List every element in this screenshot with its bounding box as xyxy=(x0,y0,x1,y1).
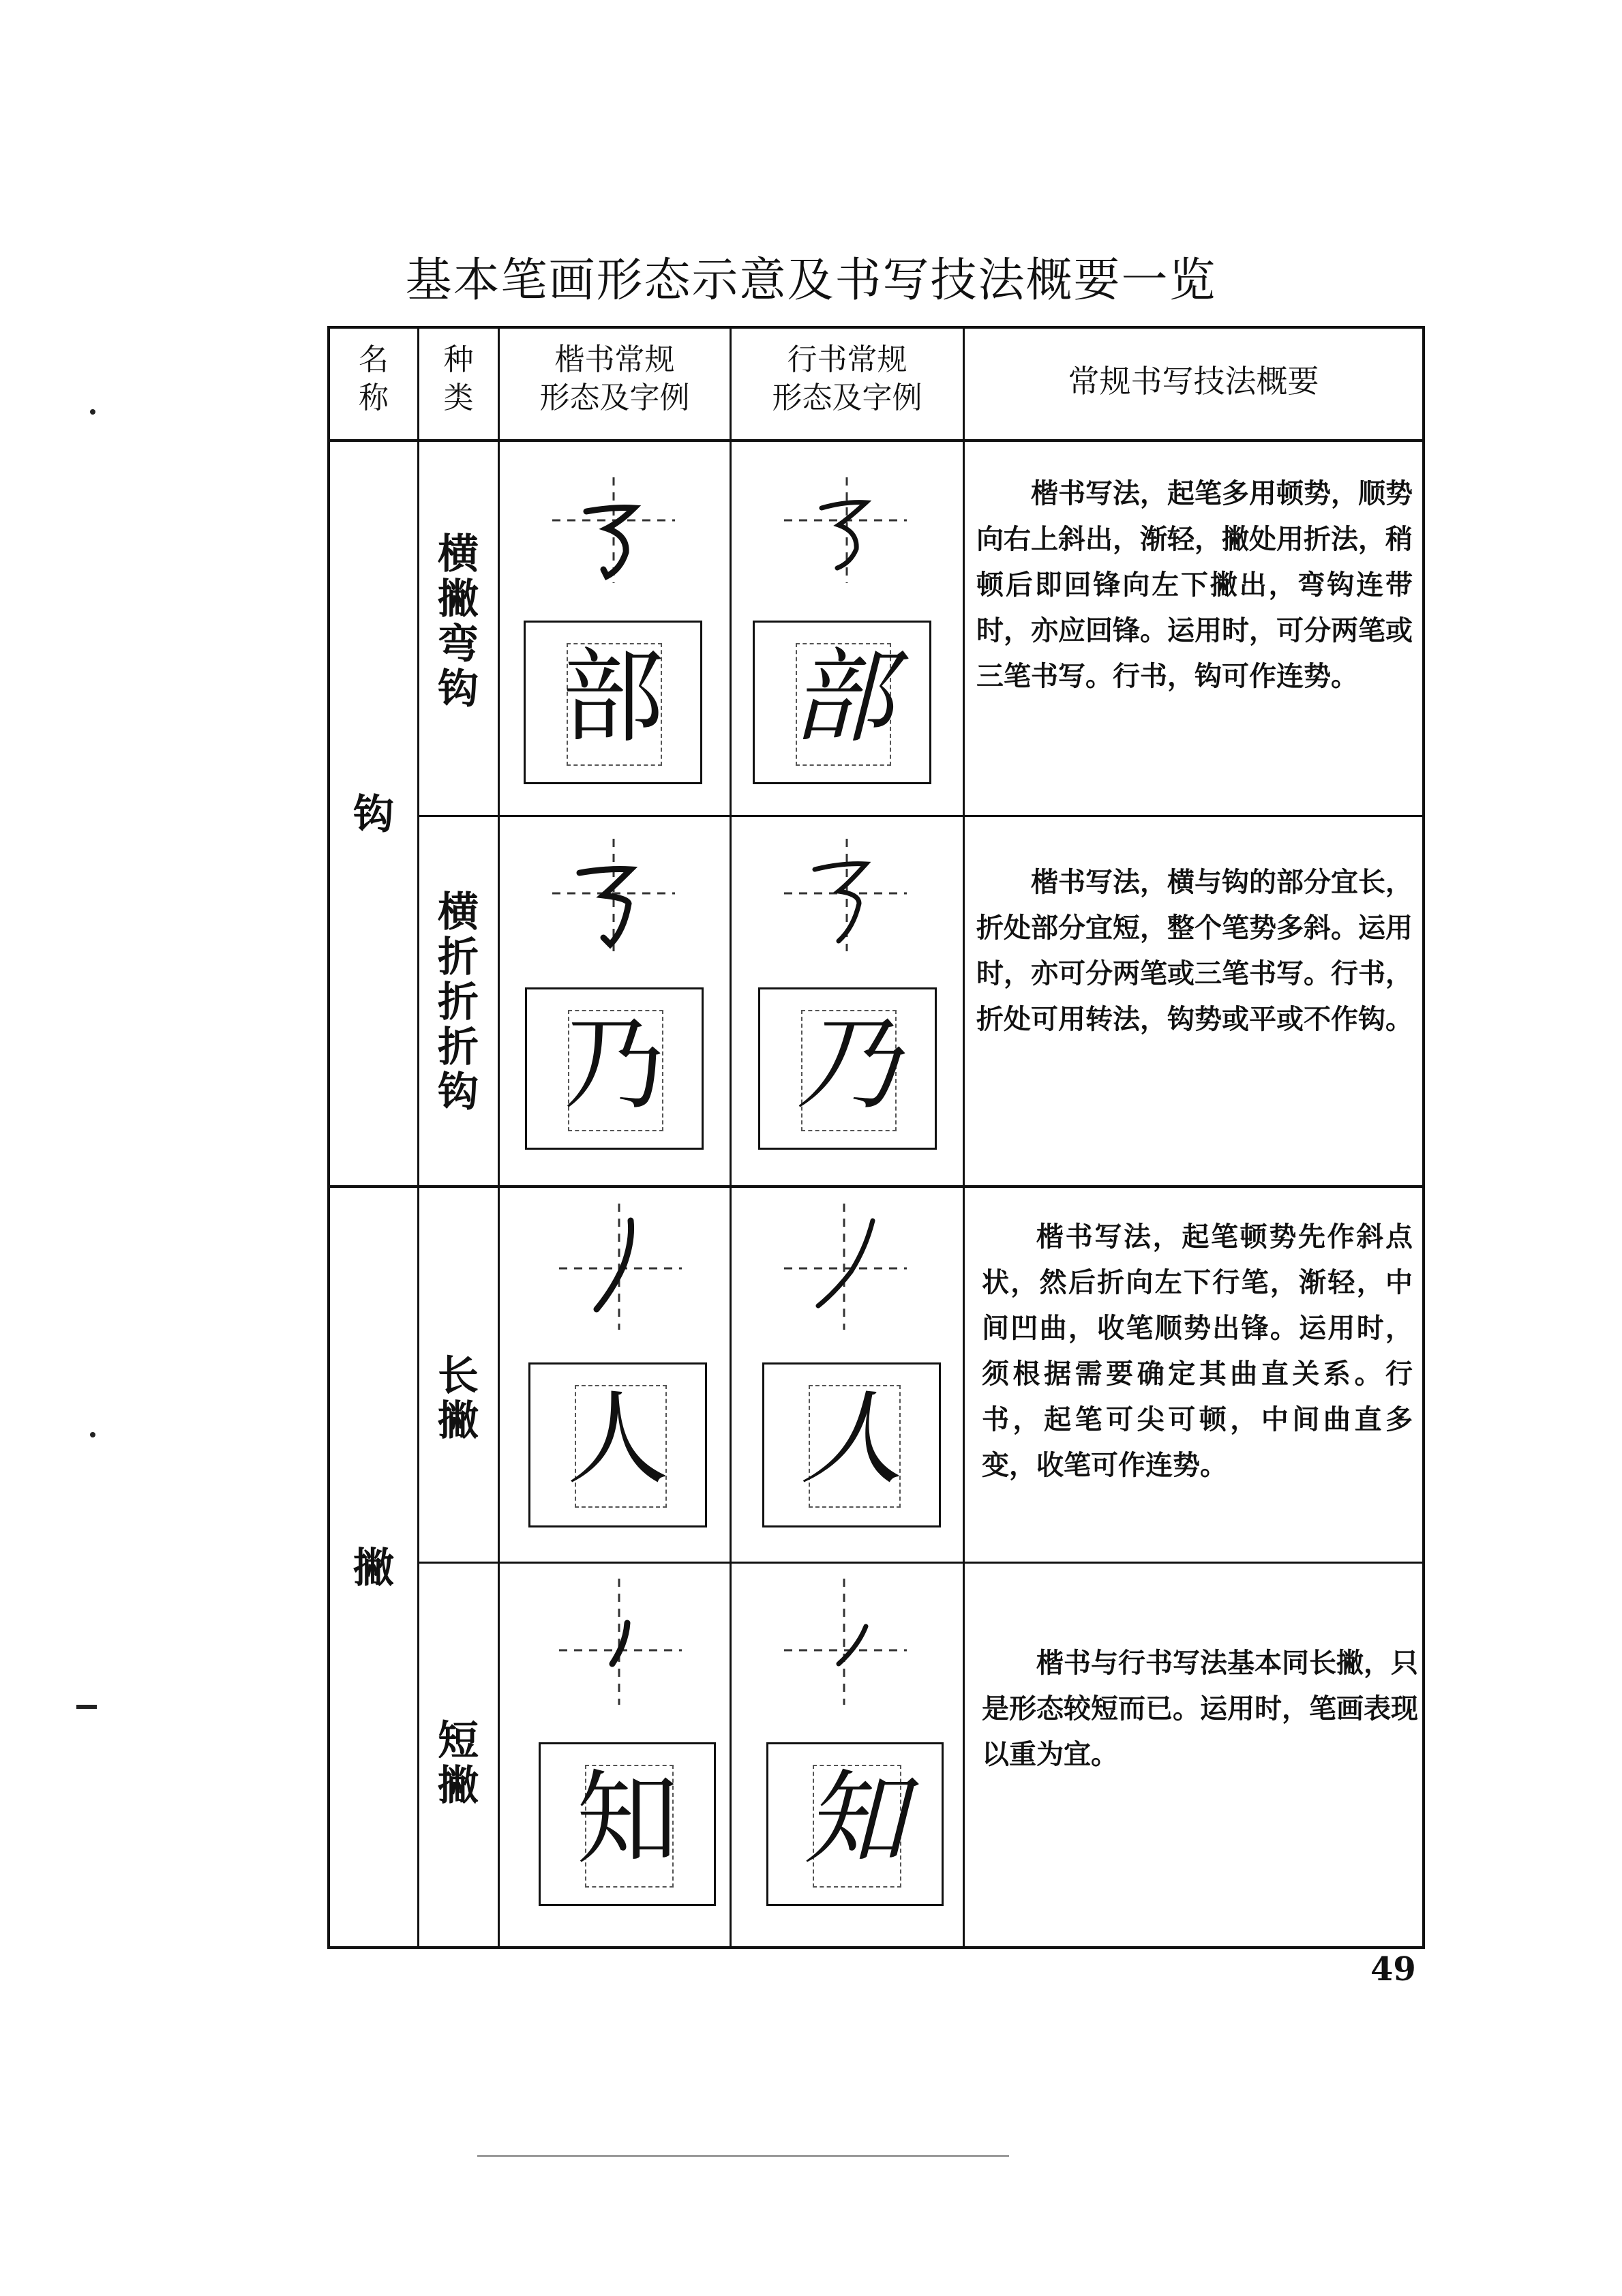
kind-label: 长撇 xyxy=(438,1352,479,1445)
kind-label: 短撇 xyxy=(438,1717,479,1810)
char-example-xingshu: 部 xyxy=(753,621,931,784)
kind-label: 横折折折钩 xyxy=(438,889,479,1116)
char-example-xingshu: 乃 xyxy=(758,987,937,1150)
header-technique: 常规书写技法概要 xyxy=(1068,363,1319,400)
scan-mark xyxy=(477,2155,1009,2157)
char-example-xingshu: 人 xyxy=(762,1362,941,1527)
stroke-diagram-xingshu xyxy=(770,1575,920,1712)
technique-description: 楷书写法，起笔顿势先作斜点状，然后折向左下行笔，渐轻，中间凹曲，收笔顺势出锋。运用时，须根据需要确定其曲直关系。行书，起笔可尖可顿，中间曲直多变，收笔可作连势。 xyxy=(982,1221,1413,1481)
scan-mark xyxy=(76,1705,97,1709)
scan-mark xyxy=(90,409,95,415)
stroke-diagram-kaishu xyxy=(539,474,689,590)
char-example-kaishu: 知 xyxy=(539,1742,716,1906)
technique-description: 楷书与行书写法基本同长撇，只是形态较短而已。运用时，笔画表现以重为宜。 xyxy=(982,1647,1418,1770)
char-example-kaishu: 部 xyxy=(524,621,702,784)
group-name-pie: 撇 xyxy=(353,1545,394,1592)
char-example-kaishu: 人 xyxy=(528,1362,707,1527)
technique-description: 楷书写法，起笔多用顿势，顺势向右上斜出，渐轻，撇处用折法，稍顿后即回锋向左下撇出，弯钩连带时，亦应回锋。运用时，可分两笔或三笔书写。行书，钩可作连势。 xyxy=(976,477,1413,692)
char-example-xingshu: 知 xyxy=(766,1742,944,1906)
stroke-diagram-kaishu xyxy=(539,835,689,958)
page-title: 基本笔画形态示意及书写技法概要一览 xyxy=(405,254,1217,308)
stroke-diagram-kaishu xyxy=(545,1200,695,1337)
technique-description: 楷书写法，横与钩的部分宜长，折处部分宜短，整个笔势多斜。运用时，亦可分两笔或三笔书写。行书，折处可用转法，钩势或平或不作钩。 xyxy=(976,866,1413,1035)
kind-label: 横撇弯钩 xyxy=(438,531,479,713)
stroke-diagram-kaishu xyxy=(545,1575,695,1712)
header-xingshu: 行书常规 形态及字例 xyxy=(772,342,922,415)
header-name: 名 称 xyxy=(359,342,389,415)
scan-mark xyxy=(90,1432,95,1437)
char-example-kaishu: 乃 xyxy=(525,987,704,1150)
stroke-diagram-xingshu xyxy=(770,474,920,590)
stroke-diagram-xingshu xyxy=(770,835,920,958)
header-kind: 种 类 xyxy=(443,342,474,415)
stroke-diagram-xingshu xyxy=(770,1200,920,1337)
page-number: 49 xyxy=(1370,1950,1416,1988)
group-name-gou: 钩 xyxy=(353,791,394,839)
header-kaishu: 楷书常规 形态及字例 xyxy=(539,342,690,415)
